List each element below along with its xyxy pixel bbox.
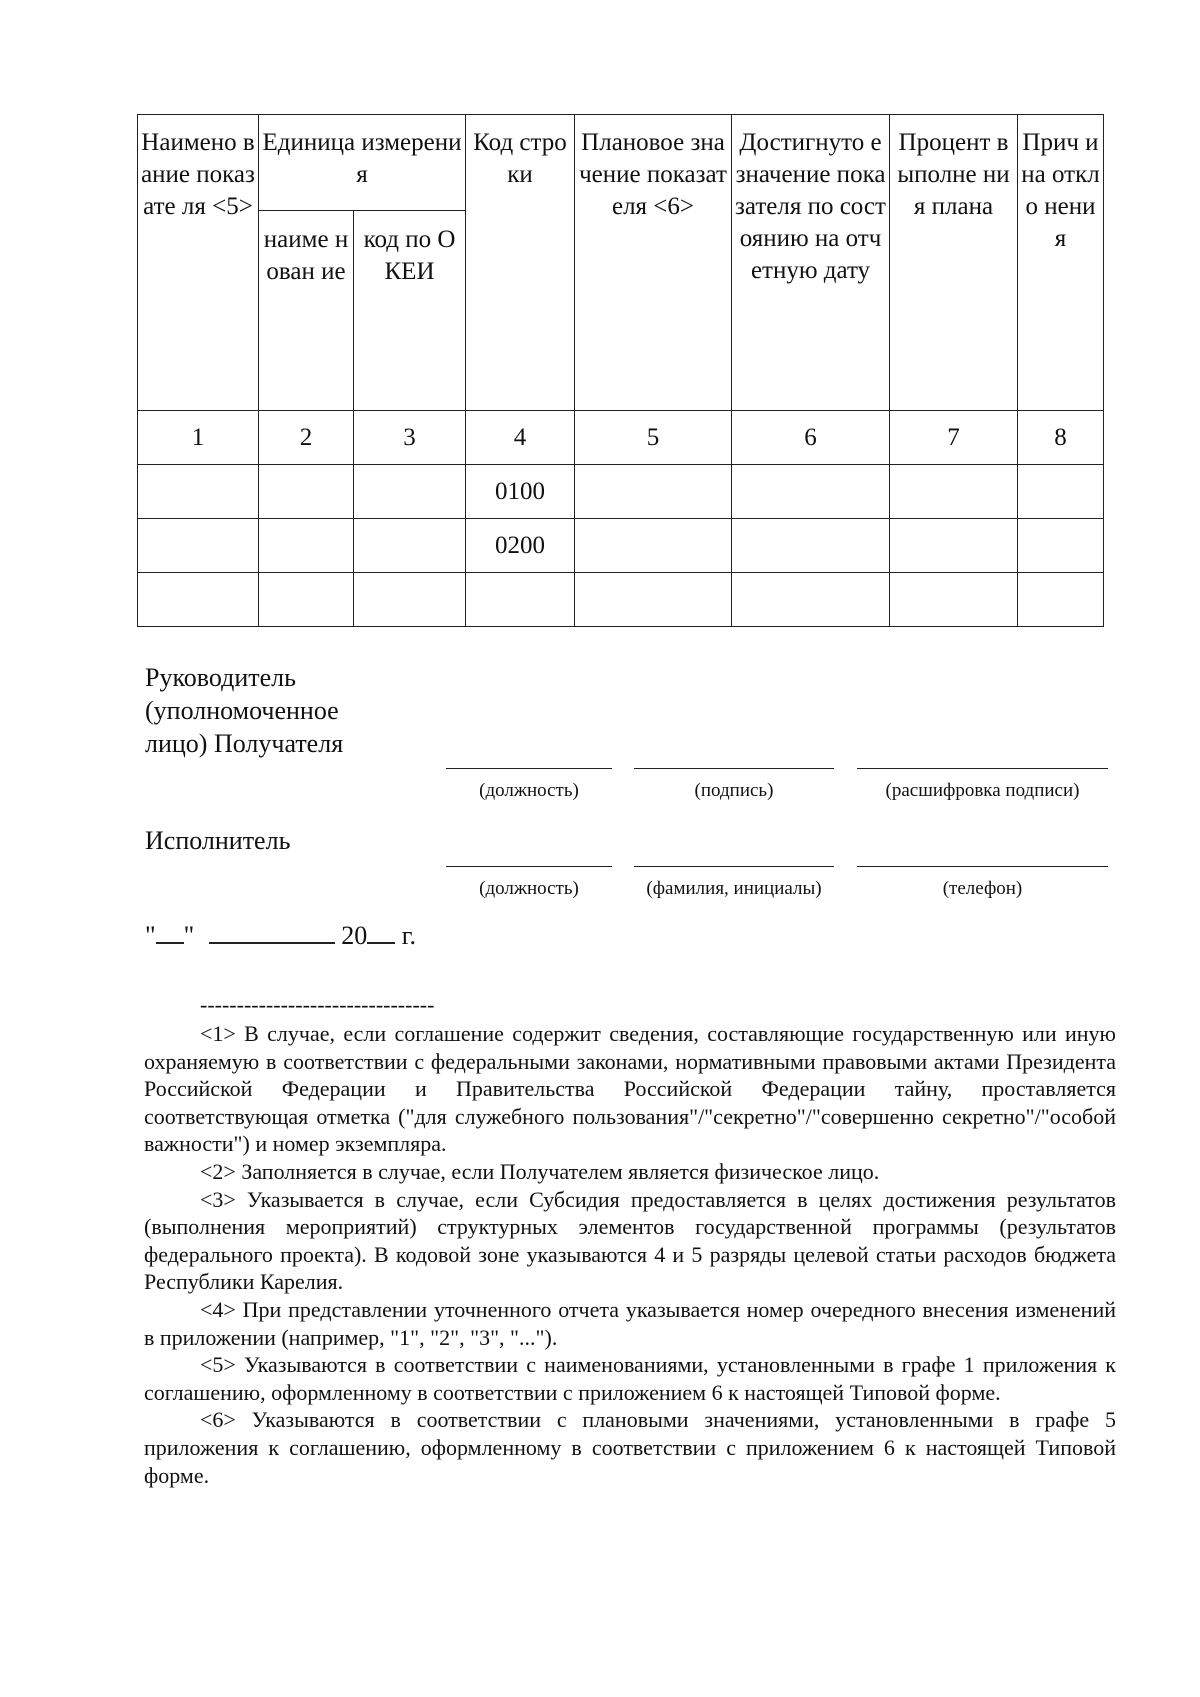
head-signature-line xyxy=(634,768,834,769)
caption-executor-position: (должность) xyxy=(479,878,579,899)
column-number: 8 xyxy=(1018,411,1104,465)
table-header-row xyxy=(138,115,1104,211)
column-number: 6 xyxy=(732,411,890,465)
table-cell xyxy=(890,465,1018,519)
footnote-6: <6> Указываются в соответствии с плановыми значениями, установленными в графе 5 приложения к соглашению, оформленному в соответствии с приложением 6 к настоящей Типовой форме. xyxy=(144,1407,1116,1488)
table-row xyxy=(138,573,1104,627)
footnote-4: <4> При представлении уточненного отчета указывается номер очередного внесения изменений в приложении (например, "1", "2", "3", "..."). xyxy=(144,1296,1116,1350)
footnote-1: <1> В случае, если соглашение содержит сведения, составляющие государственную или иную охраняемую в соответствии с федеральными законами, нормативными правовыми актами Президента Российской Федерации и Правительства Российской Федерации тайну, проставляется соответствующая отметка ("для служебного пользования"/"секретно"/"совершенно секретно"/"особой важности") и номер экземпляра. xyxy=(144,1021,1116,1157)
header-line-code: Код строки xyxy=(466,115,575,411)
date-open-quote: " xyxy=(145,921,156,950)
footnote-5: <5> Указываются в соответствии с наименованиями, установленными в графе 1 приложения к соглашению, оформленному в соответствии с приложением 6 к настоящей Типовой форме. xyxy=(144,1352,1116,1405)
report-date xyxy=(145,920,416,952)
table-cell xyxy=(890,573,1018,627)
caption-signature-decoding: (расшифровка подписи) xyxy=(885,780,1080,801)
header-unit-name: наиме нован ие xyxy=(259,211,354,411)
column-number: 4 xyxy=(466,411,575,465)
table-cell xyxy=(138,519,259,573)
column-number: 5 xyxy=(575,411,732,465)
header-unit: Единица измерения xyxy=(259,115,466,211)
table-cell xyxy=(732,465,890,519)
table-row xyxy=(138,465,1104,519)
column-number: 3 xyxy=(354,411,466,465)
table-cell xyxy=(259,519,354,573)
date-close-quote: " xyxy=(183,921,195,950)
header-indicator-name: Наимено вание показате ля <5> xyxy=(138,115,259,411)
column-number: 7 xyxy=(890,411,1018,465)
indicators-table xyxy=(137,114,1104,627)
table-cell xyxy=(1018,573,1104,627)
date-month-field xyxy=(209,920,335,944)
column-number: 1 xyxy=(138,411,259,465)
head-name-line xyxy=(857,768,1108,769)
line-code-cell xyxy=(466,573,575,627)
line-code-cell: 0200 xyxy=(466,519,575,573)
executor-position-line xyxy=(446,866,612,867)
date-year-prefix: 20 xyxy=(341,921,368,950)
table-cell xyxy=(138,573,259,627)
footnote-separator: -------------------------------- xyxy=(200,992,435,1017)
table-row xyxy=(138,519,1104,573)
table-cell xyxy=(890,519,1018,573)
table-cell xyxy=(259,465,354,519)
executor-name-line xyxy=(634,866,834,867)
column-number-row xyxy=(138,411,1104,465)
date-year-field xyxy=(367,920,395,944)
table-cell xyxy=(354,465,466,519)
executor-phone-line xyxy=(857,866,1108,867)
table-cell xyxy=(138,465,259,519)
header-planned-value: Плановое значение показателя <6> xyxy=(575,115,732,411)
table-cell xyxy=(732,519,890,573)
date-day-field xyxy=(156,920,184,944)
executor-label: Исполнитель xyxy=(145,826,291,855)
line-code-cell: 0100 xyxy=(466,465,575,519)
head-position-line xyxy=(446,768,612,769)
column-number: 2 xyxy=(259,411,354,465)
table-cell xyxy=(575,519,732,573)
header-unit-okei: код по ОКЕИ xyxy=(354,211,466,411)
caption-signature: (подпись) xyxy=(694,780,774,801)
footnotes xyxy=(144,1020,1116,1489)
caption-executor-name: (фамилия, инициалы) xyxy=(646,878,822,899)
date-year-suffix: г. xyxy=(401,921,416,950)
table-cell xyxy=(575,465,732,519)
caption-position: (должность) xyxy=(479,780,579,801)
header-percent-done: Процент выполне ния плана xyxy=(890,115,1018,411)
table-cell xyxy=(1018,519,1104,573)
table-cell xyxy=(1018,465,1104,519)
table-cell xyxy=(575,573,732,627)
table-cell xyxy=(354,519,466,573)
head-signature-label: Руководитель (уполномоченное лицо) Получателя xyxy=(145,663,344,758)
table-cell xyxy=(354,573,466,627)
footnote-3: <3> Указывается в случае, если Субсидия предоставляется в целях достижения результатов (выполнения мероприятий) структурных элементов государственной программы (результатов федерального проекта). В кодовой зоне указываются 4 и 5 разряды целевой статьи расходов бюджета Республики Карелия. xyxy=(144,1186,1116,1295)
caption-executor-phone: (телефон) xyxy=(942,878,1023,899)
table-cell xyxy=(732,573,890,627)
table-cell xyxy=(259,573,354,627)
footnote-2: <2> Заполняется в случае, если Получателем является физическое лицо. xyxy=(200,1158,880,1184)
header-achieved-value: Достигнуто е значение показателя по состоянию на отчетную дату xyxy=(732,115,890,411)
header-deviation-reason: Прич ина откло нения xyxy=(1018,115,1104,411)
